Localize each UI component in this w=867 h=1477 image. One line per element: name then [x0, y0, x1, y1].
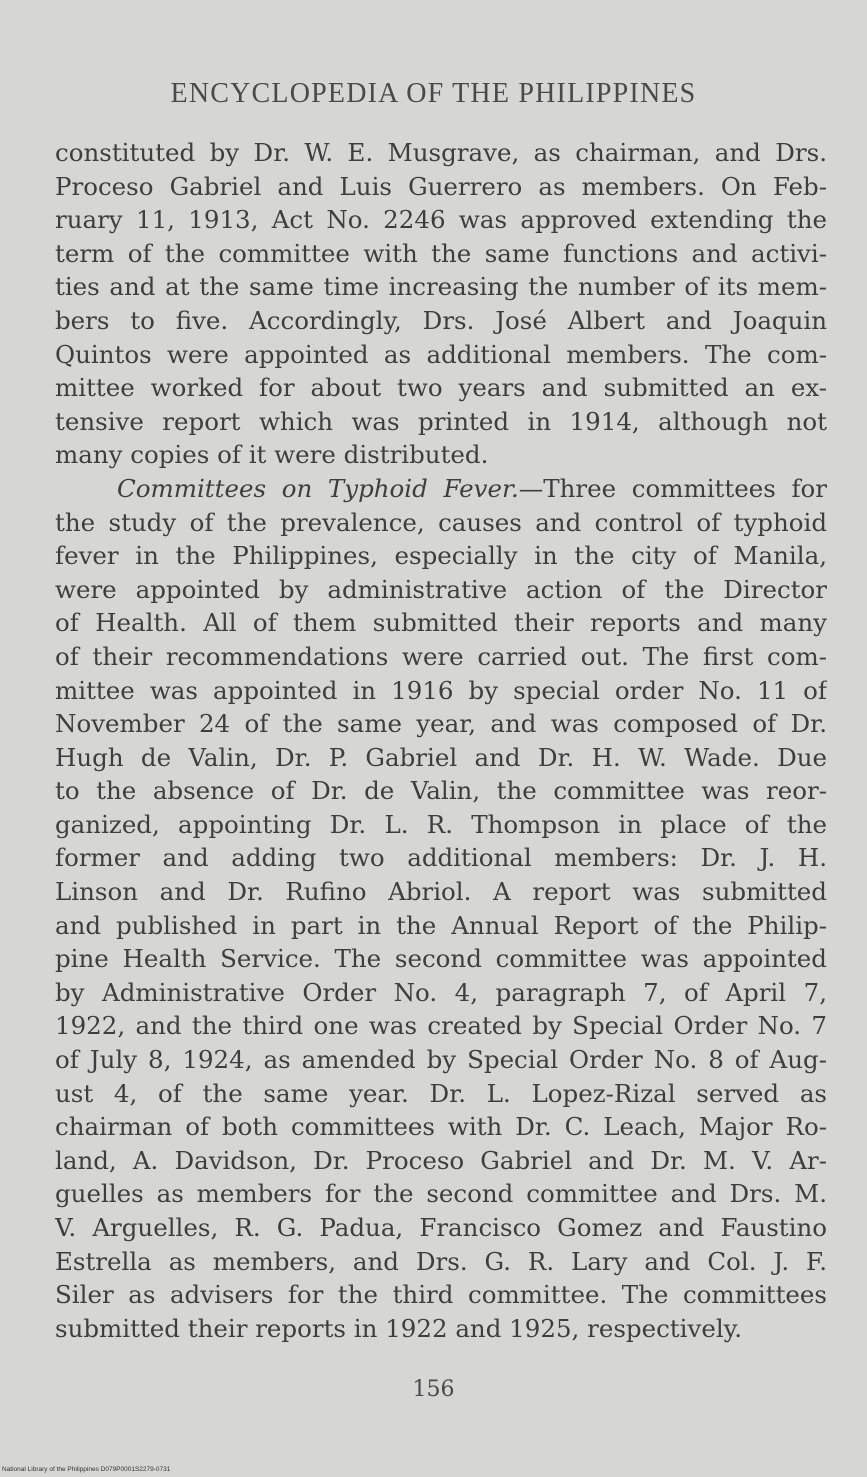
text-line: Linson and Dr. Rufino Abriol. A report was submitted: [55, 877, 827, 907]
text-line: Siler as advisers for the third committee. The committees: [55, 1280, 827, 1310]
text-line: submitted their reports in 1922 and 1925, respectively.: [55, 1313, 743, 1343]
text-line: ties and at the same time increasing the number of its mem-: [55, 272, 827, 302]
text-line: of their recommendations were carried out. The first com-: [55, 641, 827, 671]
text-line: mittee worked for about two years and submitted an ex-: [55, 373, 827, 403]
text-line: constituted by Dr. W. E. Musgrave, as chairman, and Drs.: [55, 138, 827, 167]
page-number: 156: [412, 1377, 455, 1402]
text-line: to the absence of Dr. de Valin, the committee was reor-: [55, 776, 827, 806]
text-line: 1922, and the third one was created by Special Order No. 7: [55, 1011, 827, 1041]
text-line: of July 8, 1924, as amended by Special Order No. 8 of Aug-: [55, 1045, 827, 1075]
text-line: many copies of it were distributed.: [55, 440, 489, 470]
text-line: by Administrative Order No. 4, paragraph 7, of April 7,: [55, 977, 827, 1007]
text-line: Quintos were appointed as additional members. The com-: [55, 339, 827, 369]
text-line: Estrella as members, and Drs. G. R. Lary and Col. J. F.: [55, 1246, 827, 1276]
text-line: term of the committee with the same functions and activi-: [55, 238, 827, 268]
text-line: chairman of both committees with Dr. C. Leach, Major Ro-: [55, 1112, 827, 1142]
text-line: mittee was appointed in 1916 by special order No. 11 of: [55, 675, 827, 705]
text-line: bers to five. Accordingly, Drs. José Albert and Joaquin: [55, 305, 827, 335]
text-line: guelles as members for the second committee and Drs. M.: [55, 1179, 827, 1209]
section-heading: Committees on Typhoid Fever.: [117, 473, 519, 503]
text-line: Hugh de Valin, Dr. P. Gabriel and Dr. H. W. Wade. Due: [55, 742, 827, 772]
section-first-line: [55, 472, 827, 506]
running-head: ENCYCLOPEDIA OF THE PHILIPPINES: [170, 78, 697, 109]
section-first-line-text: —Three committees for: [518, 473, 827, 503]
text-line: fever in the Philippines, especially in the city of Manila,: [55, 541, 827, 571]
text-line: November 24 of the same year, and was composed of Dr.: [55, 709, 827, 739]
text-line: ust 4, of the same year. Dr. L. Lopez-Rizal served as: [55, 1078, 827, 1108]
text-line: ganized, appointing Dr. L. R. Thompson in place of the: [55, 809, 827, 839]
text-line: and published in part in the Annual Report of the Philip-: [55, 910, 827, 940]
body-text: [55, 136, 827, 1345]
text-line: V. Arguelles, R. G. Padua, Francisco Gomez and Faustino: [55, 1213, 827, 1242]
text-line: tensive report which was printed in 1914, although not: [55, 406, 827, 436]
text-line: ruary 11, 1913, Act No. 2246 was approved extending the: [55, 205, 827, 235]
text-line: pine Health Service. The second committee was appointed: [55, 944, 827, 974]
text-line: land, A. Davidson, Dr. Proceso Gabriel and Dr. M. V. Ar-: [55, 1145, 827, 1175]
text-line: former and adding two additional members: Dr. J. H.: [55, 843, 827, 873]
text-line: were appointed by administrative action of the Director: [55, 574, 827, 604]
text-line: of Health. All of them submitted their reports and many: [55, 608, 827, 638]
text-line: Proceso Gabriel and Luis Guerrero as members. On Feb-: [55, 171, 827, 201]
scan-credit: National Library of the Philippines D079P0001S2279-0731: [2, 1466, 171, 1473]
text-line: the study of the prevalence, causes and control of typhoid: [55, 507, 827, 537]
